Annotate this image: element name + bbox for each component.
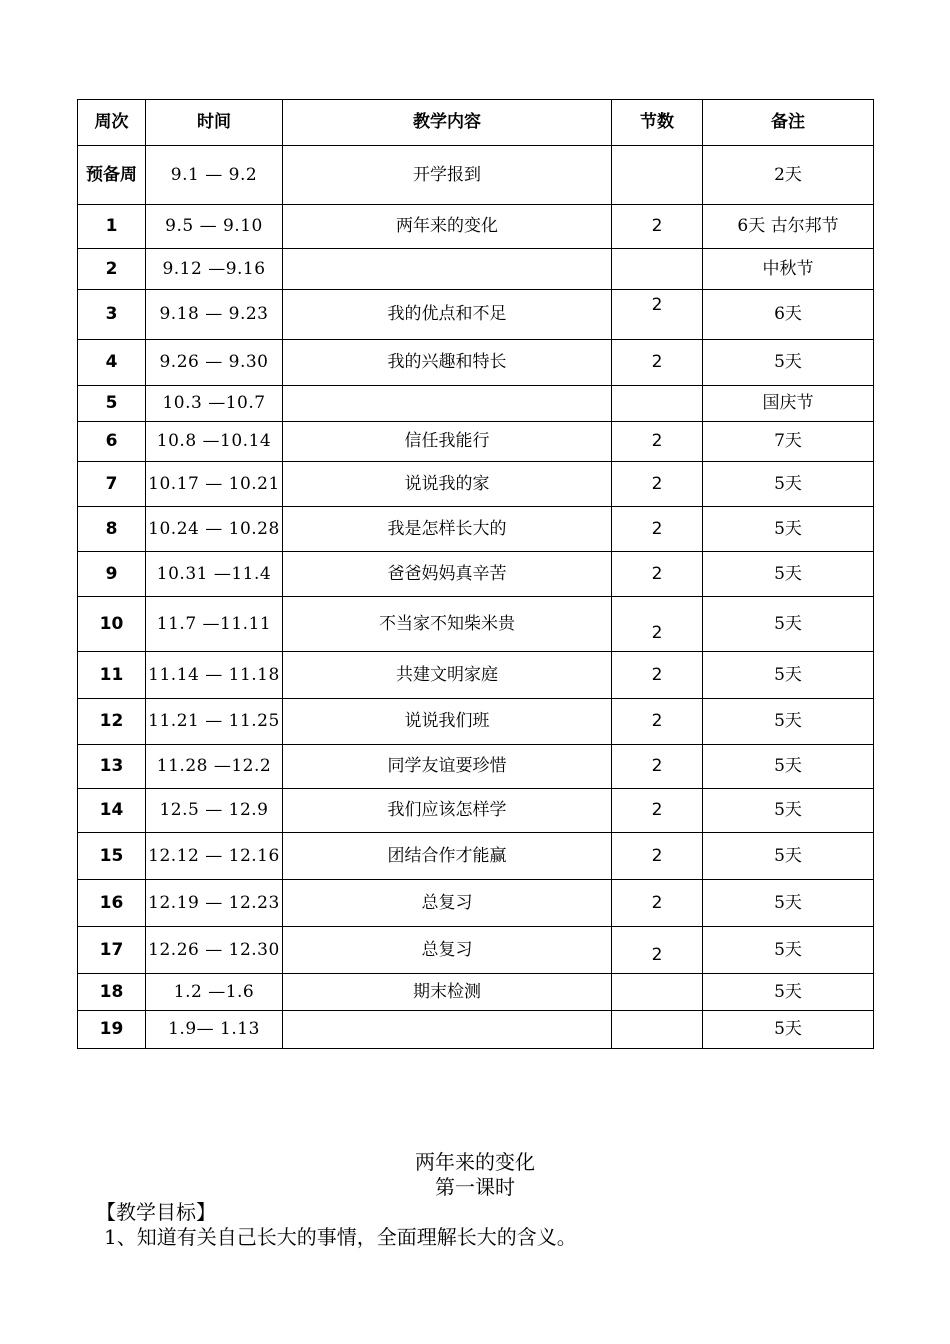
lesson-subtitle: 第一课时 [435,1175,515,1199]
content-cell: 我是怎样长大的 [283,507,612,552]
date-cell: 10.3 —10.7 [146,386,283,422]
table-row [78,422,874,462]
note-cell: 5天 [703,552,874,597]
date-cell: 12.5 — 12.9 [146,789,283,833]
content-cell: 总复习 [283,880,612,927]
week-cell: 15 [78,833,146,880]
table-row [78,789,874,833]
note-cell: 7天 [703,422,874,462]
table-row [78,927,874,974]
week-cell: 10 [78,597,146,652]
hours-cell: 2 [612,833,703,880]
week-cell: 11 [78,652,146,699]
week-cell: 13 [78,745,146,789]
content-cell: 我的优点和不足 [283,290,612,340]
note-cell: 国庆节 [703,386,874,422]
content-cell: 总复习 [283,927,612,974]
content-cell: 共建文明家庭 [283,652,612,699]
date-cell: 10.8 —10.14 [146,422,283,462]
hours-cell: 2 [612,652,703,699]
date-cell: 12.26 — 12.30 [146,927,283,974]
week-cell: 14 [78,789,146,833]
header-week: 周次 [78,100,146,146]
week-cell: 16 [78,880,146,927]
week-cell: 12 [78,699,146,745]
content-cell [283,249,612,290]
objective-item: 1、知道有关自己长大的事情，全面理解长大的含义。 [104,1225,577,1249]
hours-cell [612,1011,703,1049]
note-cell: 6天 [703,290,874,340]
note-cell: 5天 [703,699,874,745]
hours-cell [612,146,703,205]
content-cell: 信任我能行 [283,422,612,462]
date-cell: 9.18 — 9.23 [146,290,283,340]
content-cell: 说说我们班 [283,699,612,745]
hours-cell: 2 [612,789,703,833]
note-cell: 2天 [703,146,874,205]
week-cell: 1 [78,205,146,249]
date-cell: 9.5 — 9.10 [146,205,283,249]
table-row [78,290,874,340]
hours-cell: 2 [612,745,703,789]
date-cell: 12.12 — 12.16 [146,833,283,880]
week-cell: 8 [78,507,146,552]
table-header-row [78,100,874,146]
note-cell: 5天 [703,974,874,1011]
table-row [78,745,874,789]
table-row [78,205,874,249]
content-cell: 同学友谊要珍惜 [283,745,612,789]
date-cell: 11.28 —12.2 [146,745,283,789]
date-cell: 9.12 —9.16 [146,249,283,290]
section-heading: 【教学目标】 [96,1200,216,1224]
hours-cell [612,974,703,1011]
content-cell: 开学报到 [283,146,612,205]
note-cell: 5天 [703,1011,874,1049]
date-cell: 1.2 —1.6 [146,974,283,1011]
note-cell: 5天 [703,927,874,974]
content-cell: 两年来的变化 [283,205,612,249]
table-row [78,249,874,290]
note-cell: 5天 [703,789,874,833]
header-date: 时间 [146,100,283,146]
note-cell: 5天 [703,880,874,927]
hours-cell: 2 [612,927,703,974]
date-cell: 10.31 —11.4 [146,552,283,597]
note-cell: 5天 [703,745,874,789]
content-cell: 我们应该怎样学 [283,789,612,833]
table-row [78,340,874,386]
date-cell: 1.9— 1.13 [146,1011,283,1049]
hours-cell: 2 [612,205,703,249]
note-cell: 6天 古尔邦节 [703,205,874,249]
table-row [78,974,874,1011]
table-row [78,552,874,597]
date-cell: 11.7 —11.11 [146,597,283,652]
week-cell: 5 [78,386,146,422]
table-row [78,880,874,927]
note-cell: 5天 [703,340,874,386]
header-hours: 节数 [612,100,703,146]
table-row [78,507,874,552]
hours-cell: 2 [612,422,703,462]
note-cell: 中秋节 [703,249,874,290]
hours-cell: 2 [612,507,703,552]
week-cell: 7 [78,462,146,507]
hours-cell: 2 [612,880,703,927]
week-cell: 预备周 [78,146,146,205]
date-cell: 11.14 — 11.18 [146,652,283,699]
week-cell: 17 [78,927,146,974]
week-cell: 4 [78,340,146,386]
note-cell: 5天 [703,597,874,652]
date-cell: 9.26 — 9.30 [146,340,283,386]
table-row [78,699,874,745]
header-note: 备注 [703,100,874,146]
date-cell: 9.1 — 9.2 [146,146,283,205]
schedule-table [77,99,874,1049]
content-cell: 期末检测 [283,974,612,1011]
note-cell: 5天 [703,833,874,880]
content-cell: 团结合作才能赢 [283,833,612,880]
date-cell: 10.24 — 10.28 [146,507,283,552]
hours-cell: 2 [612,340,703,386]
table-row [78,652,874,699]
table-row [78,462,874,507]
hours-cell: 2 [612,462,703,507]
content-cell [283,1011,612,1049]
week-cell: 9 [78,552,146,597]
week-cell: 6 [78,422,146,462]
hours-cell: 2 [612,552,703,597]
note-cell: 5天 [703,507,874,552]
date-cell: 11.21 — 11.25 [146,699,283,745]
table-row [78,1011,874,1049]
content-cell: 我的兴趣和特长 [283,340,612,386]
week-cell: 3 [78,290,146,340]
table-row [78,833,874,880]
week-cell: 19 [78,1011,146,1049]
table-row [78,146,874,205]
hours-cell: 2 [612,290,703,340]
content-cell [283,386,612,422]
date-cell: 12.19 — 12.23 [146,880,283,927]
week-cell: 2 [78,249,146,290]
week-cell: 18 [78,974,146,1011]
table-row [78,386,874,422]
hours-cell: 2 [612,699,703,745]
hours-cell [612,249,703,290]
content-cell: 爸爸妈妈真辛苦 [283,552,612,597]
note-cell: 5天 [703,462,874,507]
content-cell: 不当家不知柴米贵 [283,597,612,652]
hours-cell: 2 [612,597,703,652]
content-cell: 说说我的家 [283,462,612,507]
header-content: 教学内容 [283,100,612,146]
lesson-title: 两年来的变化 [415,1150,535,1174]
hours-cell [612,386,703,422]
note-cell: 5天 [703,652,874,699]
table-row [78,597,874,652]
date-cell: 10.17 — 10.21 [146,462,283,507]
